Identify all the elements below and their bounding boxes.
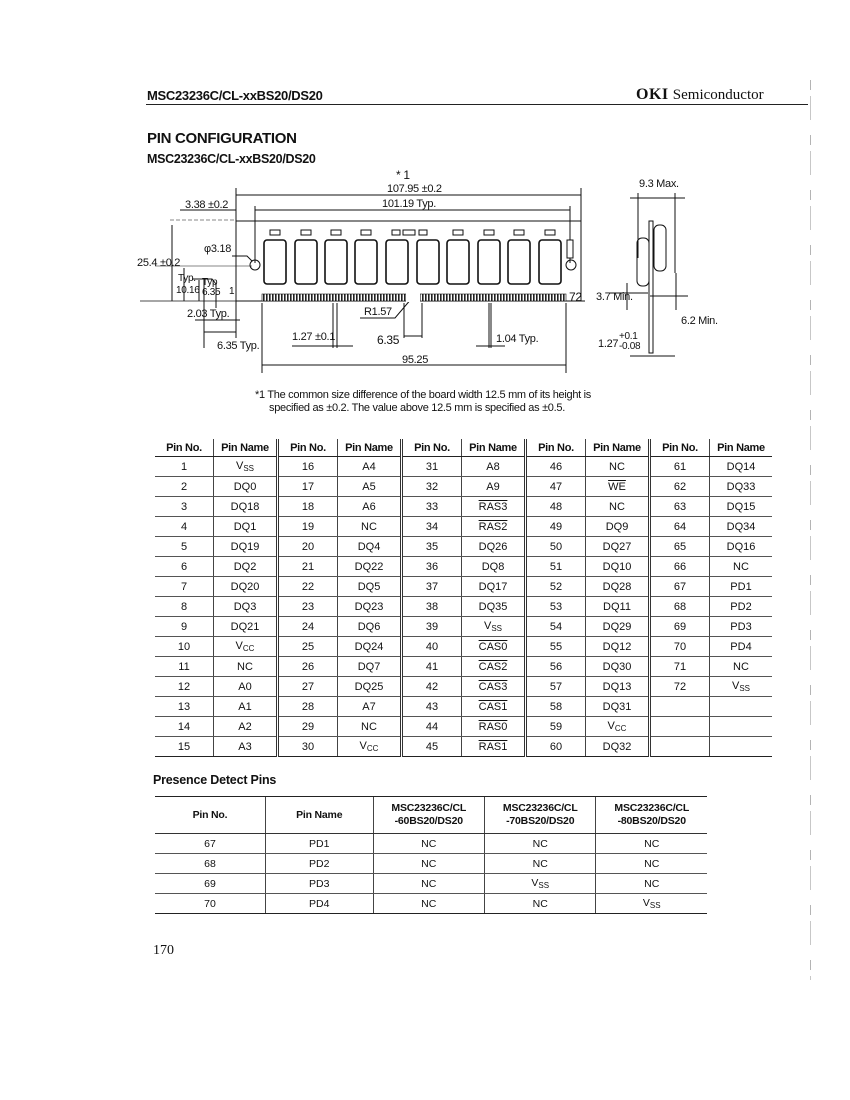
pin-name-cell: DQ2 [214,557,278,577]
pin-number-cell: 24 [278,617,338,637]
pd-cell: NC [596,834,707,854]
pin-name-cell: A7 [338,697,402,717]
pin-number-cell: 68 [650,597,710,617]
pin-name-cell: A1 [214,697,278,717]
pin-number-cell: 26 [278,657,338,677]
pin-name-cell: DQ5 [338,577,402,597]
col-header: MSC23236C/CL -80BS20/DS20 [596,797,707,834]
dim-10-16: 10.16 [176,285,200,296]
pd-table-row [155,854,707,874]
pin-name-cell: NC [214,657,278,677]
pd-cell: PD2 [265,854,373,874]
pin-name-cell: DQ29 [586,617,650,637]
pin-name-cell: DQ4 [338,537,402,557]
pin-number-cell: 55 [526,637,586,657]
col-header: Pin Name [710,439,773,457]
pin-table-row [155,677,772,697]
pin-assignment-table [155,439,772,757]
pin-name-cell: DQ26 [462,537,526,557]
pin-number-cell: 40 [402,637,462,657]
pin-number-cell: 41 [402,657,462,677]
dim-pad-width: 1.04 Typ. [496,333,539,345]
pin-number-cell: 52 [526,577,586,597]
col-header: Pin Name [265,797,373,834]
dim-contact-span: 95.25 [402,354,429,366]
col-header: Pin No. [155,439,214,457]
footnote-line-2: specified as ±0.2. The value above 12.5 mm is specified as ±0.5. [269,402,565,414]
col-header: Pin No. [650,439,710,457]
pd-table-row [155,894,707,914]
pin-1-label: 1 [229,286,235,297]
pin-number-cell: 27 [278,677,338,697]
pin-name-cell [710,737,773,757]
pin-name-cell: CAS2 [462,657,526,677]
pd-cell: NC [484,854,595,874]
dim-6-2-min: 6.2 Min. [681,315,718,327]
pin-number-cell: 9 [155,617,214,637]
pin-number-cell: 29 [278,717,338,737]
pin-name-cell: $V_{CC}$ [214,637,278,657]
pin-number-cell: 69 [650,617,710,637]
pin-number-cell: 10 [155,637,214,657]
pin-name-cell: DQ8 [462,557,526,577]
pin-name-cell: DQ27 [586,537,650,557]
pin-number-cell: 5 [155,537,214,557]
pd-cell: 69 [155,874,265,894]
pin-name-cell: DQ6 [338,617,402,637]
pin-name-cell: $V_{SS}$ [462,617,526,637]
presence-detect-title: Presence Detect Pins [153,773,277,787]
pd-cell: PD4 [265,894,373,914]
dim-hole-diameter: φ3.18 [204,243,232,255]
dim-3-7-min: 3.7 Min. [596,291,633,303]
pin-name-cell: $V_{SS}$ [214,457,278,477]
pin-table-row [155,517,772,537]
module-outline-drawing [137,168,720,378]
pin-number-cell: 15 [155,737,214,757]
pin-name-cell: NC [586,497,650,517]
pin-number-cell: 61 [650,457,710,477]
col-header: Pin No. [526,439,586,457]
pin-number-cell: 44 [402,717,462,737]
col-header: Pin Name [338,439,402,457]
pd-cell: NC [484,834,595,854]
pin-number-cell: 31 [402,457,462,477]
pd-table-row [155,834,707,854]
col-header: Pin Name [586,439,650,457]
pin-number-cell: 56 [526,657,586,677]
pin-number-cell: 49 [526,517,586,537]
pin-name-cell: $V_{SS}$ [710,677,773,697]
pin-name-cell: RAS2 [462,517,526,537]
pin-number-cell [650,737,710,757]
pin-table-row [155,557,772,577]
pin-number-cell: 11 [155,657,214,677]
page-number: 170 [153,943,174,958]
pin-name-cell: DQ35 [462,597,526,617]
pin-number-cell: 50 [526,537,586,557]
pin-number-cell: 47 [526,477,586,497]
pin-name-cell [710,697,773,717]
pin-number-cell: 46 [526,457,586,477]
pd-cell: NC [373,854,484,874]
pin-name-cell: DQ13 [586,677,650,697]
pin-name-cell: A8 [462,457,526,477]
pin-name-cell: DQ22 [338,557,402,577]
pin-table-row [155,737,772,757]
pd-cell: PD1 [265,834,373,854]
pin-name-cell: DQ20 [214,577,278,597]
footnote-marker: *1 [255,389,265,401]
pin-number-cell: 36 [402,557,462,577]
pin-number-cell [650,717,710,737]
pin-name-cell: DQ1 [214,517,278,537]
pin-table-row [155,697,772,717]
pd-cell: NC [596,854,707,874]
pin-number-cell: 71 [650,657,710,677]
pin-name-cell: DQ0 [214,477,278,497]
pd-header-row [155,797,707,834]
pin-name-cell: DQ19 [214,537,278,557]
pin-number-cell: 35 [402,537,462,557]
dim-board-tol-plus: +0.1 [619,331,638,342]
pin-number-cell: 66 [650,557,710,577]
pin-name-cell: RAS3 [462,497,526,517]
pin-table-row [155,497,772,517]
pin-name-cell: NC [586,457,650,477]
pin-number-cell: 54 [526,617,586,637]
pin-number-cell: 32 [402,477,462,497]
pin-number-cell: 17 [278,477,338,497]
pin-name-cell: DQ32 [586,737,650,757]
col-header: Pin No. [402,439,462,457]
pin-number-cell: 39 [402,617,462,637]
pin-number-cell: 20 [278,537,338,557]
pin-table-row [155,637,772,657]
col-header: MSC23236C/CL -60BS20/DS20 [373,797,484,834]
dim-typ-label-2: Typ [202,277,218,288]
pin-number-cell: 45 [402,737,462,757]
pin-name-cell: $\overline{WE}$ [586,477,650,497]
pin-name-cell: A3 [214,737,278,757]
dim-height: 25.4 ±0.2 [137,257,181,269]
dim-notch-radius: R1.57 [364,306,392,318]
pin-name-cell: NC [338,717,402,737]
pin-number-cell: 57 [526,677,586,697]
pin-number-cell: 38 [402,597,462,617]
pd-cell: 67 [155,834,265,854]
pin-name-cell: $V_{CC}$ [586,717,650,737]
pin-number-cell: 7 [155,577,214,597]
pin-table-row [155,657,772,677]
pd-table-row [155,874,707,894]
pin-number-cell: 63 [650,497,710,517]
pin-number-cell: 12 [155,677,214,697]
pin-table-row [155,597,772,617]
dim-6-35-typ: 6.35 Typ. [217,340,260,352]
pin-name-cell: PD2 [710,597,773,617]
pin-number-cell: 22 [278,577,338,597]
pin-number-cell: 1 [155,457,214,477]
pin-name-cell: NC [338,517,402,537]
pin-number-cell: 37 [402,577,462,597]
pin-table-row [155,537,772,557]
pd-cell: $V_{SS}$ [484,874,595,894]
pin-number-cell: 13 [155,697,214,717]
pin-number-cell: 51 [526,557,586,577]
footnote [255,389,591,415]
pin-name-cell: CAS1 [462,697,526,717]
col-header: Pin No. [155,797,265,834]
brand-suffix: Semiconductor [672,87,764,103]
pin-number-cell: 72 [650,677,710,697]
dim-overall-width: 107.95 ±0.2 [387,183,442,195]
pin-name-cell: DQ12 [586,637,650,657]
pin-name-cell: DQ23 [338,597,402,617]
pin-number-cell: 8 [155,597,214,617]
pin-name-cell: A0 [214,677,278,697]
pin-name-cell: PD3 [710,617,773,637]
pin-number-cell: 62 [650,477,710,497]
pin-number-cell: 53 [526,597,586,617]
col-header: MSC23236C/CL -70BS20/DS20 [484,797,595,834]
pin-number-cell: 33 [402,497,462,517]
pin-name-cell: DQ28 [586,577,650,597]
pin-number-cell: 14 [155,717,214,737]
dim-edge-to-hole: 3.38 ±0.2 [185,199,229,211]
pin-number-cell: 48 [526,497,586,517]
dim-typ-label: Typ. [178,273,196,284]
pin-name-cell: NC [710,557,773,577]
pin-name-cell: CAS0 [462,637,526,657]
pin-name-cell: $V_{CC}$ [338,737,402,757]
pin-number-cell: 67 [650,577,710,597]
dim-pitch: 1.27 ±0.1 [292,331,336,343]
pin-number-cell: 18 [278,497,338,517]
pd-cell: 70 [155,894,265,914]
pin-number-cell: 60 [526,737,586,757]
pd-cell: NC [373,834,484,854]
pin-name-cell: DQ9 [586,517,650,537]
header-rule [146,104,808,105]
dim-2-03: 2.03 Typ. [187,308,230,320]
pin-number-cell: 42 [402,677,462,697]
pin-table-header-row [155,439,772,457]
pd-cell: $V_{SS}$ [596,894,707,914]
footnote-ref-marker: * 1 [396,168,410,182]
pin-name-cell: RAS1 [462,737,526,757]
dim-board-tol-minus: -0.08 [619,341,641,352]
dim-notch: 6.35 [377,333,400,347]
pin-number-cell: 34 [402,517,462,537]
pd-cell: NC [484,894,595,914]
pin-name-cell: DQ33 [710,477,773,497]
pd-cell: NC [373,894,484,914]
running-header-part-number: MSC23236C/CL-xxBS20/DS20 [147,88,323,103]
dim-6-35: 6.35 [202,287,221,298]
pd-cell: PD3 [265,874,373,894]
pin-number-cell: 3 [155,497,214,517]
pin-name-cell: DQ21 [214,617,278,637]
pin-72-label: 72 [569,290,582,304]
pd-cell: NC [596,874,707,894]
pin-name-cell: DQ7 [338,657,402,677]
pin-number-cell: 19 [278,517,338,537]
pin-number-cell: 16 [278,457,338,477]
pd-cell: NC [373,874,484,894]
pin-name-cell [710,717,773,737]
pin-name-cell: DQ15 [710,497,773,517]
dim-max-thickness: 9.3 Max. [639,178,679,190]
pin-number-cell: 43 [402,697,462,717]
pin-name-cell: NC [710,657,773,677]
pin-name-cell: DQ34 [710,517,773,537]
dim-hole-span: 101.19 Typ. [382,198,436,210]
pin-number-cell: 6 [155,557,214,577]
pin-number-cell: 2 [155,477,214,497]
dim-board-thickness: 1.27 [598,338,619,350]
footnote-line-1: The common size difference of the board width 12.5 mm of its height is [267,389,592,401]
pin-number-cell: 65 [650,537,710,557]
pin-number-cell: 64 [650,517,710,537]
pin-name-cell: DQ14 [710,457,773,477]
pin-name-cell: DQ30 [586,657,650,677]
presence-detect-table [155,796,707,914]
pin-name-cell: DQ11 [586,597,650,617]
section-subtitle: MSC23236C/CL-xxBS20/DS20 [147,152,316,166]
pin-number-cell: 21 [278,557,338,577]
pin-name-cell: PD4 [710,637,773,657]
pin-name-cell: DQ10 [586,557,650,577]
pin-name-cell: PD1 [710,577,773,597]
pin-table-row [155,577,772,597]
pin-name-cell: A4 [338,457,402,477]
col-header: Pin Name [462,439,526,457]
pin-name-cell: RAS0 [462,717,526,737]
pin-number-cell: 70 [650,637,710,657]
pin-name-cell: DQ18 [214,497,278,517]
pin-name-cell: A2 [214,717,278,737]
pd-cell: 68 [155,854,265,874]
pin-name-cell: A9 [462,477,526,497]
pin-name-cell: DQ17 [462,577,526,597]
pin-table-row [155,477,772,497]
oki-logo: OKI [636,86,669,103]
col-header: Pin Name [214,439,278,457]
pin-name-cell: DQ24 [338,637,402,657]
pin-name-cell: CAS3 [462,677,526,697]
pin-table-row [155,457,772,477]
pin-name-cell: DQ31 [586,697,650,717]
pin-number-cell: 28 [278,697,338,717]
pin-number-cell: 25 [278,637,338,657]
pin-number-cell: 23 [278,597,338,617]
scan-artifact-line [810,80,811,980]
pin-name-cell: DQ3 [214,597,278,617]
pin-name-cell: A5 [338,477,402,497]
pin-number-cell: 58 [526,697,586,717]
section-title: PIN CONFIGURATION [147,130,297,147]
pin-number-cell: 30 [278,737,338,757]
pin-name-cell: DQ25 [338,677,402,697]
pin-number-cell [650,697,710,717]
pin-number-cell: 4 [155,517,214,537]
running-header-brand [636,86,764,104]
pin-table-row [155,717,772,737]
pin-name-cell: A6 [338,497,402,517]
col-header: Pin No. [278,439,338,457]
pin-table-row [155,617,772,637]
pin-name-cell: DQ16 [710,537,773,557]
pin-number-cell: 59 [526,717,586,737]
